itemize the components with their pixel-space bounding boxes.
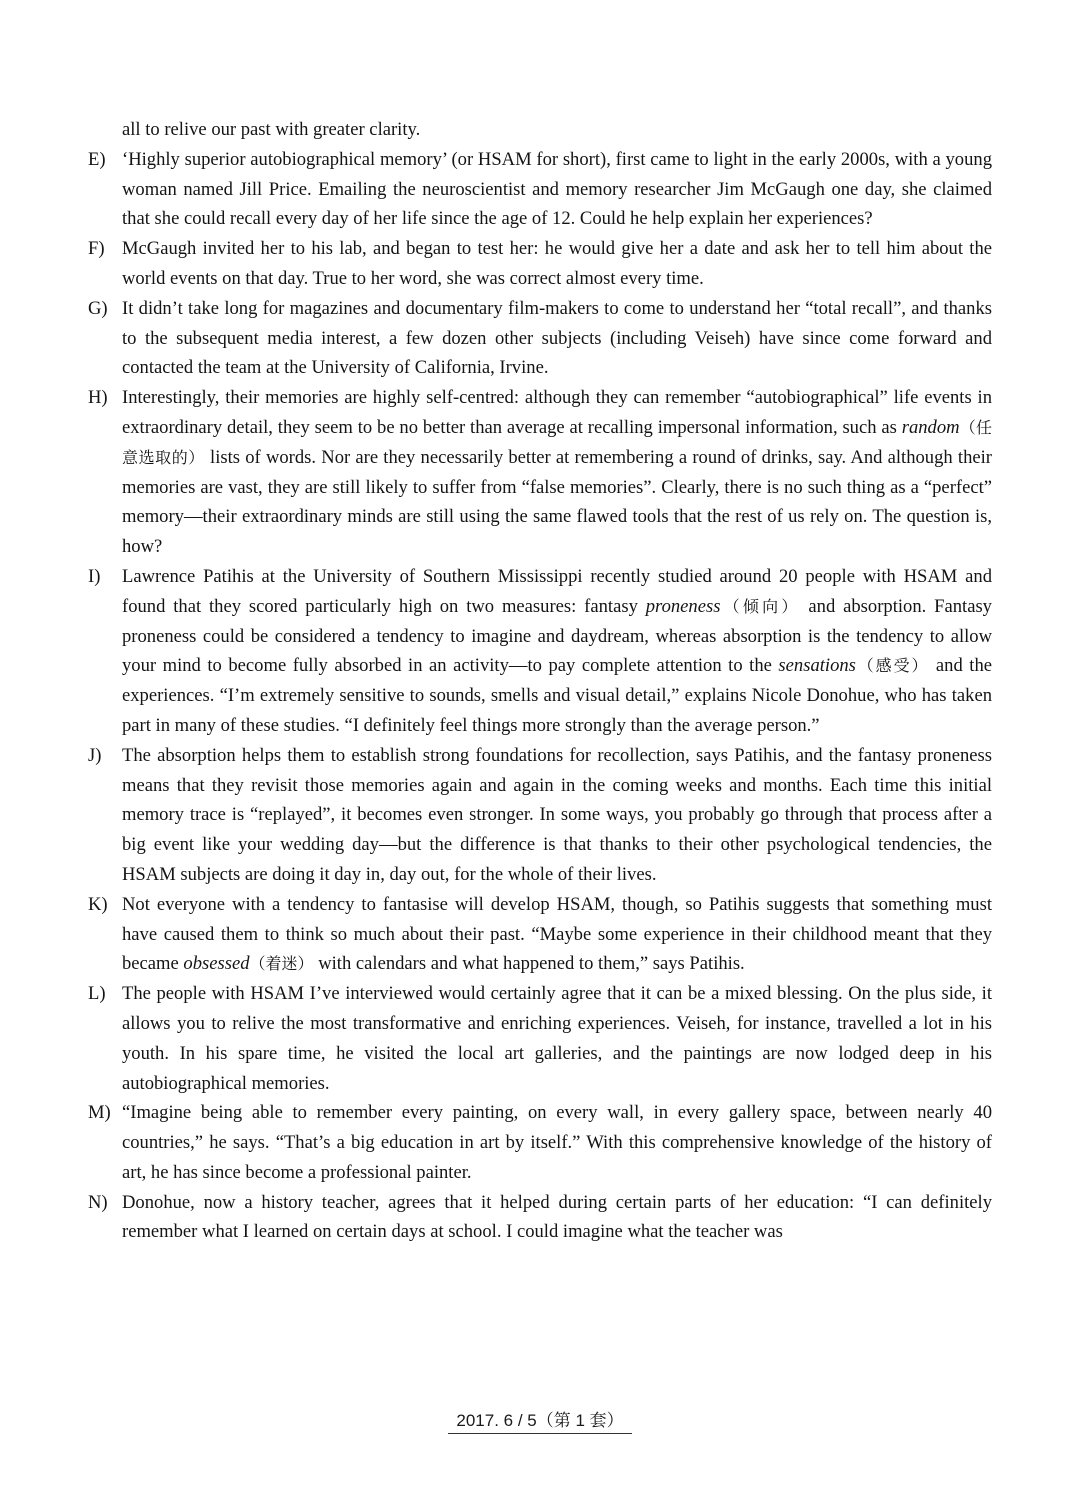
paragraph-m <box>88 1098 992 1187</box>
paragraph-label: F) <box>88 238 105 260</box>
passage-body <box>88 115 992 1247</box>
chinese-gloss: （倾向） <box>720 596 801 616</box>
paragraph-l <box>88 979 992 1098</box>
glossed-word: proneness <box>645 595 721 617</box>
paragraph-k <box>88 890 992 979</box>
paragraph-text: Interestingly, their memories are highly self-centred: although they can remember “autobiographical” life events in extraordinary detail, they seem to be no better than average at recalling impersonal information, such as <box>122 387 992 438</box>
paragraph-i <box>88 562 992 741</box>
paragraph-text: McGaugh invited her to his lab, and began to test her: he would give her a date and ask her to tell him about the world events on that day. True to her word, she was correct almost every time. <box>122 238 992 289</box>
paragraph-f <box>88 234 992 294</box>
paragraph-text: “Imagine being able to remember every painting, on every wall, in every gallery space, between nearly 40 countries,” he says. “That’s a big education in art by itself.” With this comprehensive knowledge of the history of art, he has since become a professional painter. <box>122 1102 992 1183</box>
paragraph-text: The absorption helps them to establish strong foundations for recollection, says Patihis, and the fantasy proneness means that they revisit those memories again and again in the coming weeks and months. Each time this initial memory trace is “replayed”, it becomes even stronger. In some ways, you probably go through that process after a big event like your wedding day—but the difference is that thanks to their other psychological tendencies, the HSAM subjects are doing it day in, day out, for the whole of their lives. <box>122 744 992 885</box>
glossed-word: random <box>901 416 960 438</box>
paragraph-label: I) <box>88 565 101 587</box>
paragraph-label: G) <box>88 297 108 319</box>
paragraph-n <box>88 1188 992 1248</box>
paragraph-text: and absorption. Fantasy proneness could be considered a tendency to imagine and daydream, whereas absorption is the tendency to allow your mind to become fully absorbed in an activity—to pay complete attention to the <box>122 595 992 677</box>
paragraph-label: K) <box>88 893 108 915</box>
paragraph-text: and the experiences. “I’m extremely sensitive to sounds, smells and visual detail,” explains Nicole Donohue, who has taken part in many of these studies. “I definitely feel things more strongly than the average person.” <box>122 655 992 736</box>
glossed-word: sensations <box>778 655 856 677</box>
paragraph-g <box>88 294 992 383</box>
paragraph-label: J) <box>88 744 102 766</box>
page-number: 2017. 6 / 5（第 1 套） <box>448 1406 631 1434</box>
chinese-gloss: （任意选取的） <box>122 417 992 467</box>
paragraph-text: all to relive our past with greater clarity. <box>122 119 421 140</box>
paragraph-j <box>88 741 992 890</box>
paragraph-h <box>88 383 992 562</box>
paragraph-text: Not everyone with a tendency to fantasise will develop HSAM, though, so Patihis suggests that something must have caused them to think so much about their past. “Maybe some experience in their childhood meant that they became <box>122 893 992 975</box>
paragraph-text: Lawrence Patihis at the University of Southern Mississippi recently studied around 20 people with HSAM and found that they scored particularly high on two measures: fantasy <box>122 565 992 617</box>
paragraph-label: H) <box>88 387 108 409</box>
paragraph-text: ‘Highly superior autobiographical memory’ (or HSAM for short), first came to light in the early 2000s, with a young woman named Jill Price. Emailing the neuroscientist and memory researcher Jim McGaugh one day, she claimed that she could recall every day of her life since the age of 12. Could he help explain her experiences? <box>122 148 992 230</box>
chinese-gloss: （感受） <box>855 656 930 676</box>
chinese-gloss: （着迷） <box>249 954 314 974</box>
paragraph-label: L) <box>88 983 106 1005</box>
paragraph-e <box>88 145 992 234</box>
paragraph-continuation <box>88 115 992 145</box>
paragraph-text: Donohue, now a history teacher, agrees that it helped during certain parts of her education: “I can definitely remember what I learned on certain days at school. I could imagine what the teacher was <box>122 1191 992 1243</box>
paragraph-text: lists of words. Nor are they necessarily better at remembering a round of drinks, say. And although their memories are vast, they are still likely to suffer from “false memories”. Clearly, there is no such thing as a “perfect” memory—their extraordinary minds are still using the same flawed tools that the rest of us rely on. The question is, how? <box>122 446 992 558</box>
paragraph-label: N) <box>88 1191 108 1213</box>
paragraph-text: The people with HSAM I’ve interviewed would certainly agree that it can be a mixed blessing. On the plus side, it allows you to relive the most transformative and enriching experiences. Veiseh, for instance, travelled a lot in his youth. In his spare time, he visited the local art galleries, and the paintings are now lodged deep in his autobiographical memories. <box>122 983 992 1094</box>
paragraph-label: E) <box>88 148 106 170</box>
paragraph-text: with calendars and what happened to them,” says Patihis. <box>313 953 745 975</box>
glossed-word: obsessed <box>183 953 250 975</box>
page-footer <box>0 1406 1080 1434</box>
paragraph-label: M) <box>88 1102 111 1124</box>
paragraph-text: It didn’t take long for magazines and documentary film-makers to come to understand her “total recall”, and thanks to the subsequent media interest, a few dozen other subjects (including Veiseh) have since come forward and contacted the team at the University of California, Irvine. <box>122 297 992 379</box>
